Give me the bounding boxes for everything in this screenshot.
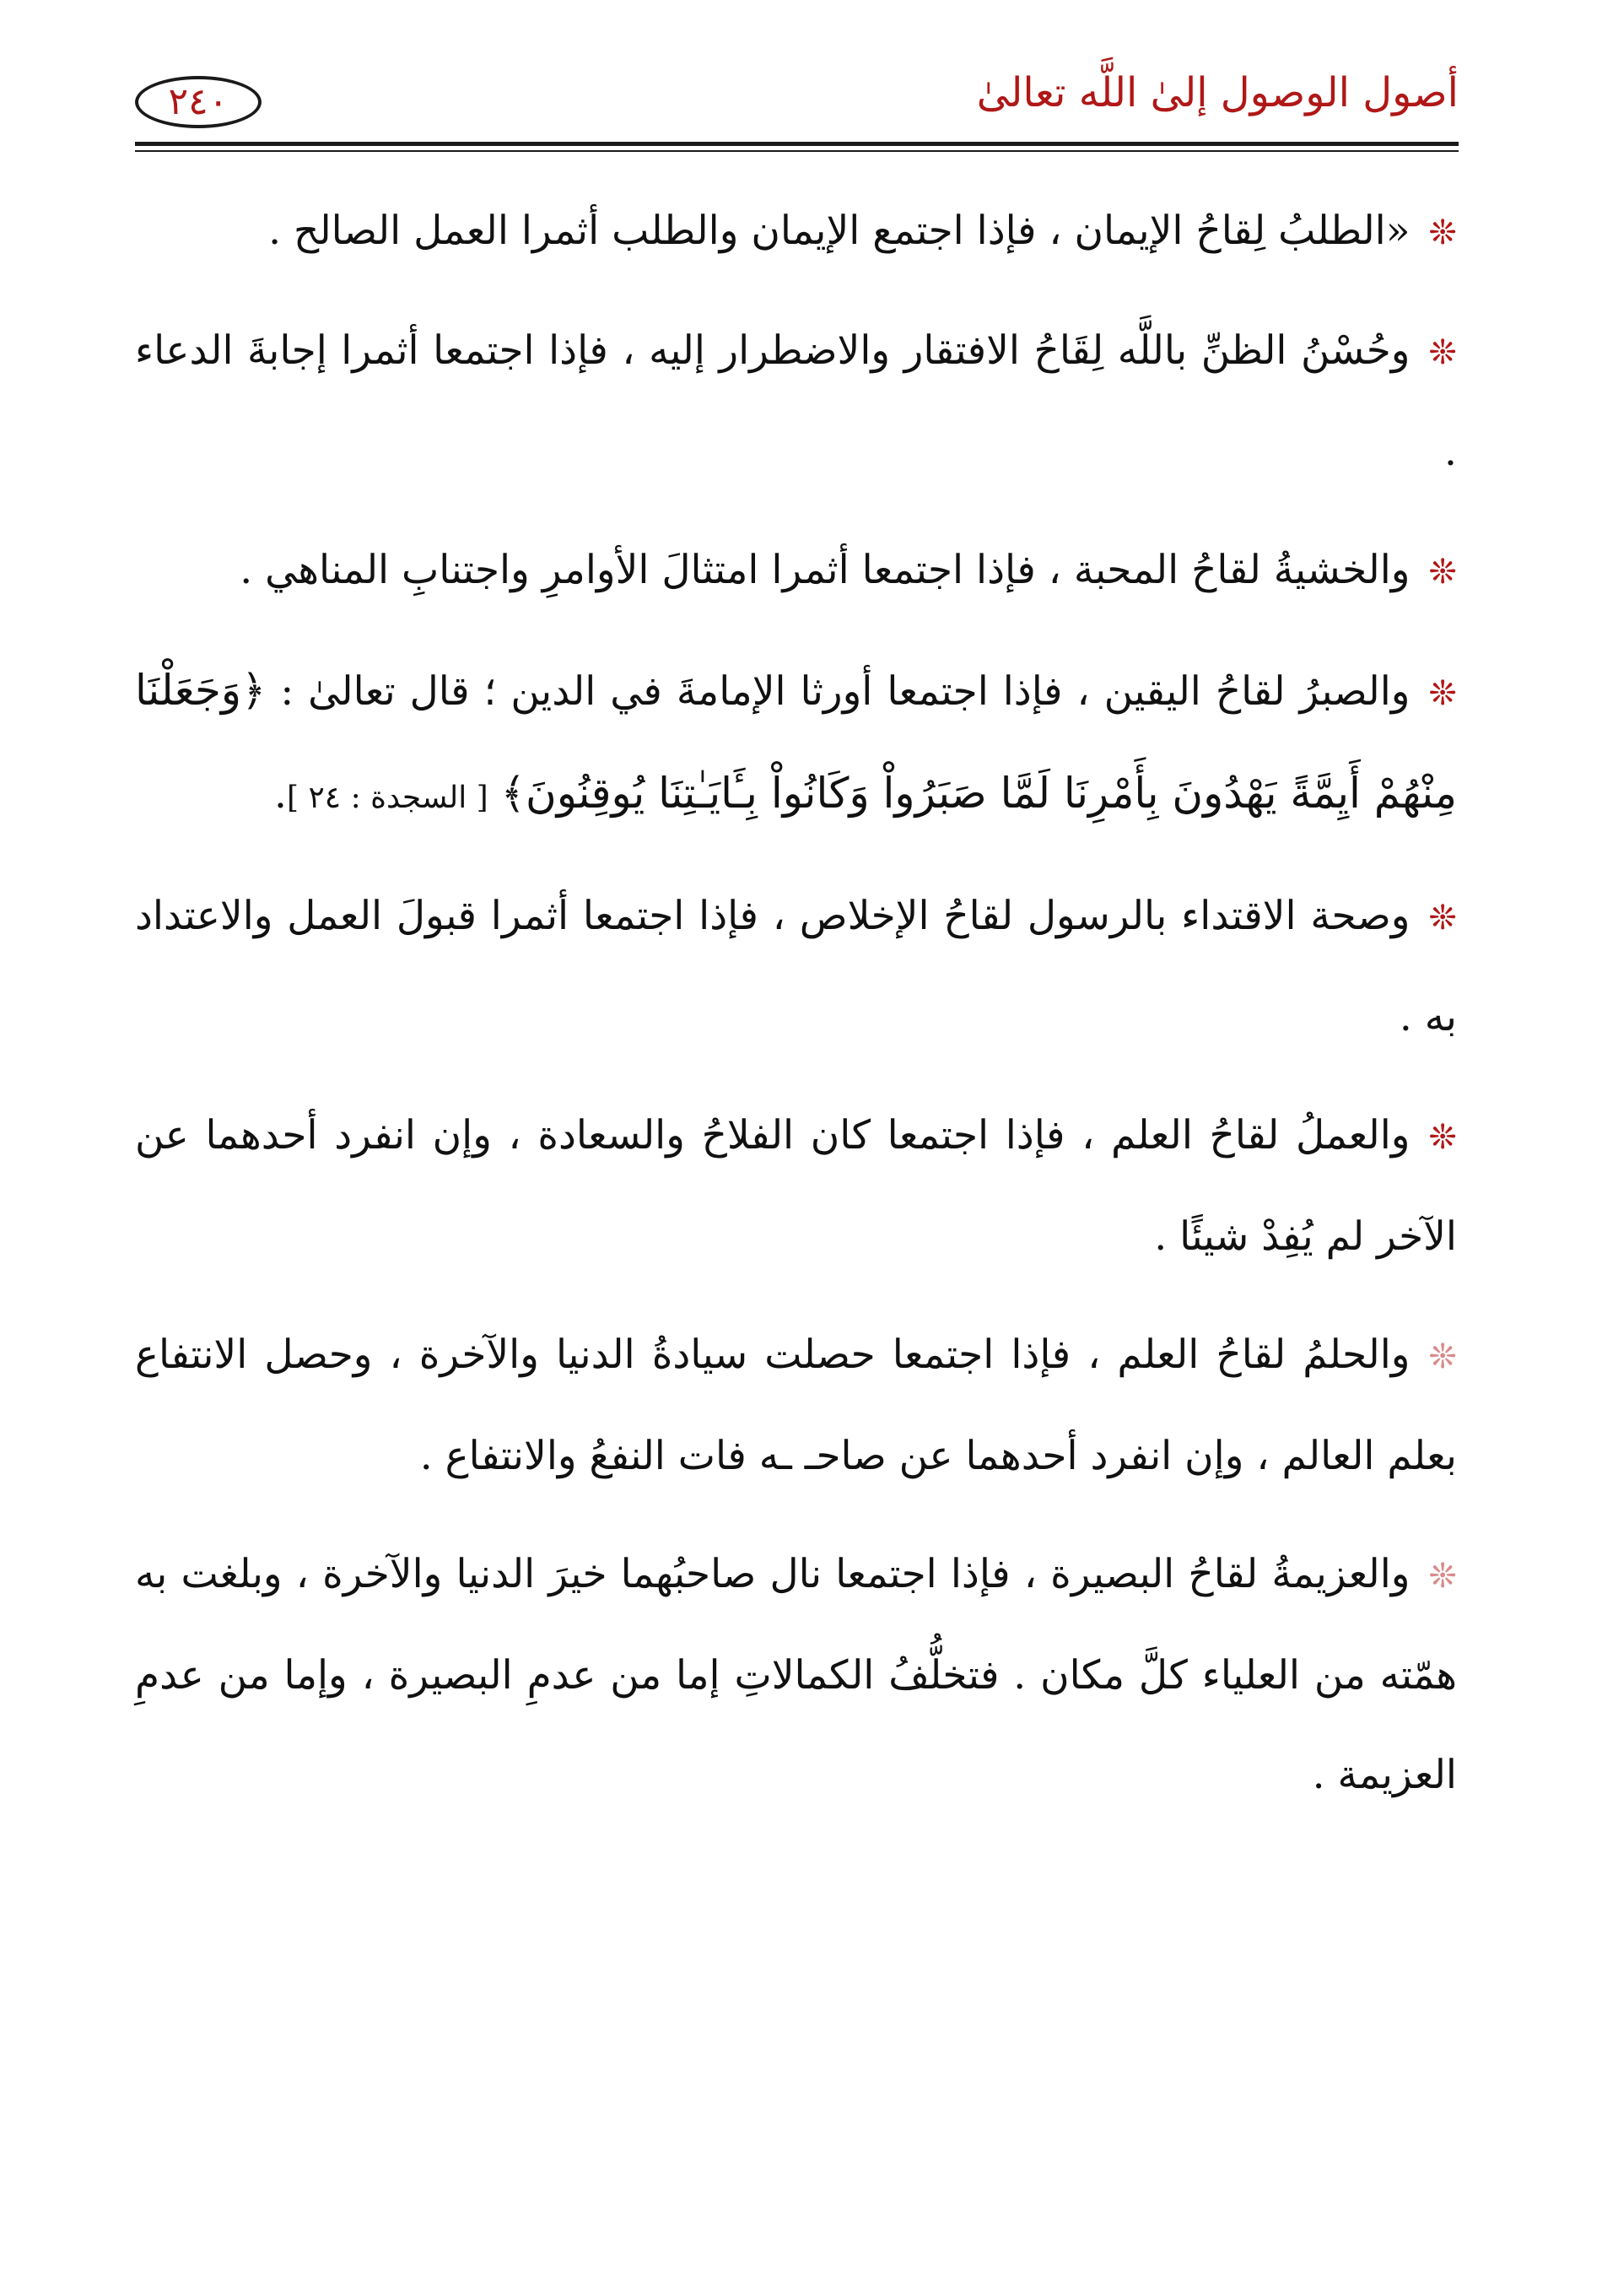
paragraph-6 bbox=[135, 1086, 1457, 1287]
paragraph-1 bbox=[135, 181, 1457, 283]
paragraph-8 bbox=[135, 1525, 1457, 1825]
paragraph-5 bbox=[135, 867, 1457, 1067]
star-bullet-icon: ❊ bbox=[1428, 1118, 1457, 1157]
paragraph-3 bbox=[135, 521, 1457, 622]
quran-verse: ﴿وَجَعَلْنَا مِنْهُمْ أَيِمَّةً يَهْدُونَ بِأَمْرِنَا لَمَّا صَبَرُواْ وَكَانُواْ بِـَٔايَـٰتِنَا يُوقِنُونَ﴾ bbox=[135, 666, 1457, 818]
paragraph-text: والحلمُ لقاحُ العلم ، فإذا اجتمعا حصلت سيادةُ الدنيا والآخرة ، وحصل الانتفاع بعلم العالم ، وإن انفرد أحدهما عن صاحـ ـه فات النفعُ والانتفاع . bbox=[135, 1332, 1457, 1479]
star-bullet-icon: ❊ bbox=[1428, 674, 1457, 713]
body-text bbox=[135, 181, 1457, 1844]
verse-tail: . bbox=[274, 771, 287, 818]
header-rule-thin bbox=[135, 150, 1459, 152]
header-rule-thick bbox=[135, 142, 1459, 146]
page-number-badge bbox=[135, 76, 262, 128]
star-bullet-icon: ❊ bbox=[1428, 1337, 1457, 1376]
verse-reference: [ السجدة : ٢٤ ] bbox=[286, 781, 488, 815]
paragraph-2 bbox=[135, 301, 1457, 502]
paragraph-text: والصبرُ لقاحُ اليقين ، فإذا اجتمعا أورثا الإمامةَ في الدين ؛ قال تعالىٰ : bbox=[280, 668, 1411, 715]
paragraph-text: والعزيمةُ لقاحُ البصيرة ، فإذا اجتمعا نال صاحبُهما خيرَ الدنيا والآخرة ، وبلغت به همّته من العلياء كلَّ مكان . فتخلُّفُ الكمالاتِ إما من عدمِ البصيرة ، وإما من عدمِ العزيمة . bbox=[135, 1551, 1457, 1798]
star-bullet-icon: ❊ bbox=[1428, 333, 1457, 372]
star-bullet-icon: ❊ bbox=[1428, 899, 1457, 937]
running-title: أصول الوصول إلىٰ اللَّه تعالىٰ bbox=[976, 69, 1459, 116]
paragraph-text: والعملُ لقاحُ العلم ، فإذا اجتمعا كان الفلاحُ والسعادة ، وإن انفرد أحدهما عن الآخر لم يُفِدْ شيئًا . bbox=[135, 1112, 1457, 1260]
paragraph-7 bbox=[135, 1305, 1457, 1506]
paragraph-4 bbox=[135, 640, 1457, 848]
paragraph-text: «الطلبُ لِقاحُ الإيمان ، فإذا اجتمع الإيمان والطلب أثمرا العمل الصالح . bbox=[268, 208, 1411, 254]
star-bullet-icon: ❊ bbox=[1428, 213, 1457, 252]
paragraph-text: وصحة الاقتداء بالرسول لقاحُ الإخلاص ، فإذا اجتمعا أثمرا قبولَ العمل والاعتداد به . bbox=[135, 893, 1457, 1040]
star-bullet-icon: ❊ bbox=[1428, 553, 1457, 592]
paragraph-text: وحُسْنُ الظنِّ باللَّه لِقَاحُ الافتقار والاضطرار إليه ، فإذا اجتمعا أثمرا إجابةَ الدعاء . bbox=[135, 327, 1457, 475]
star-bullet-icon: ❊ bbox=[1428, 1557, 1457, 1596]
page-header bbox=[135, 51, 1459, 143]
paragraph-text: والخشيةُ لقاحُ المحبة ، فإذا اجتمعا أثمرا امتثالَ الأوامرِ واجتنابِ المناهي . bbox=[240, 547, 1411, 593]
page-number: ٢٤٠ bbox=[168, 80, 229, 123]
